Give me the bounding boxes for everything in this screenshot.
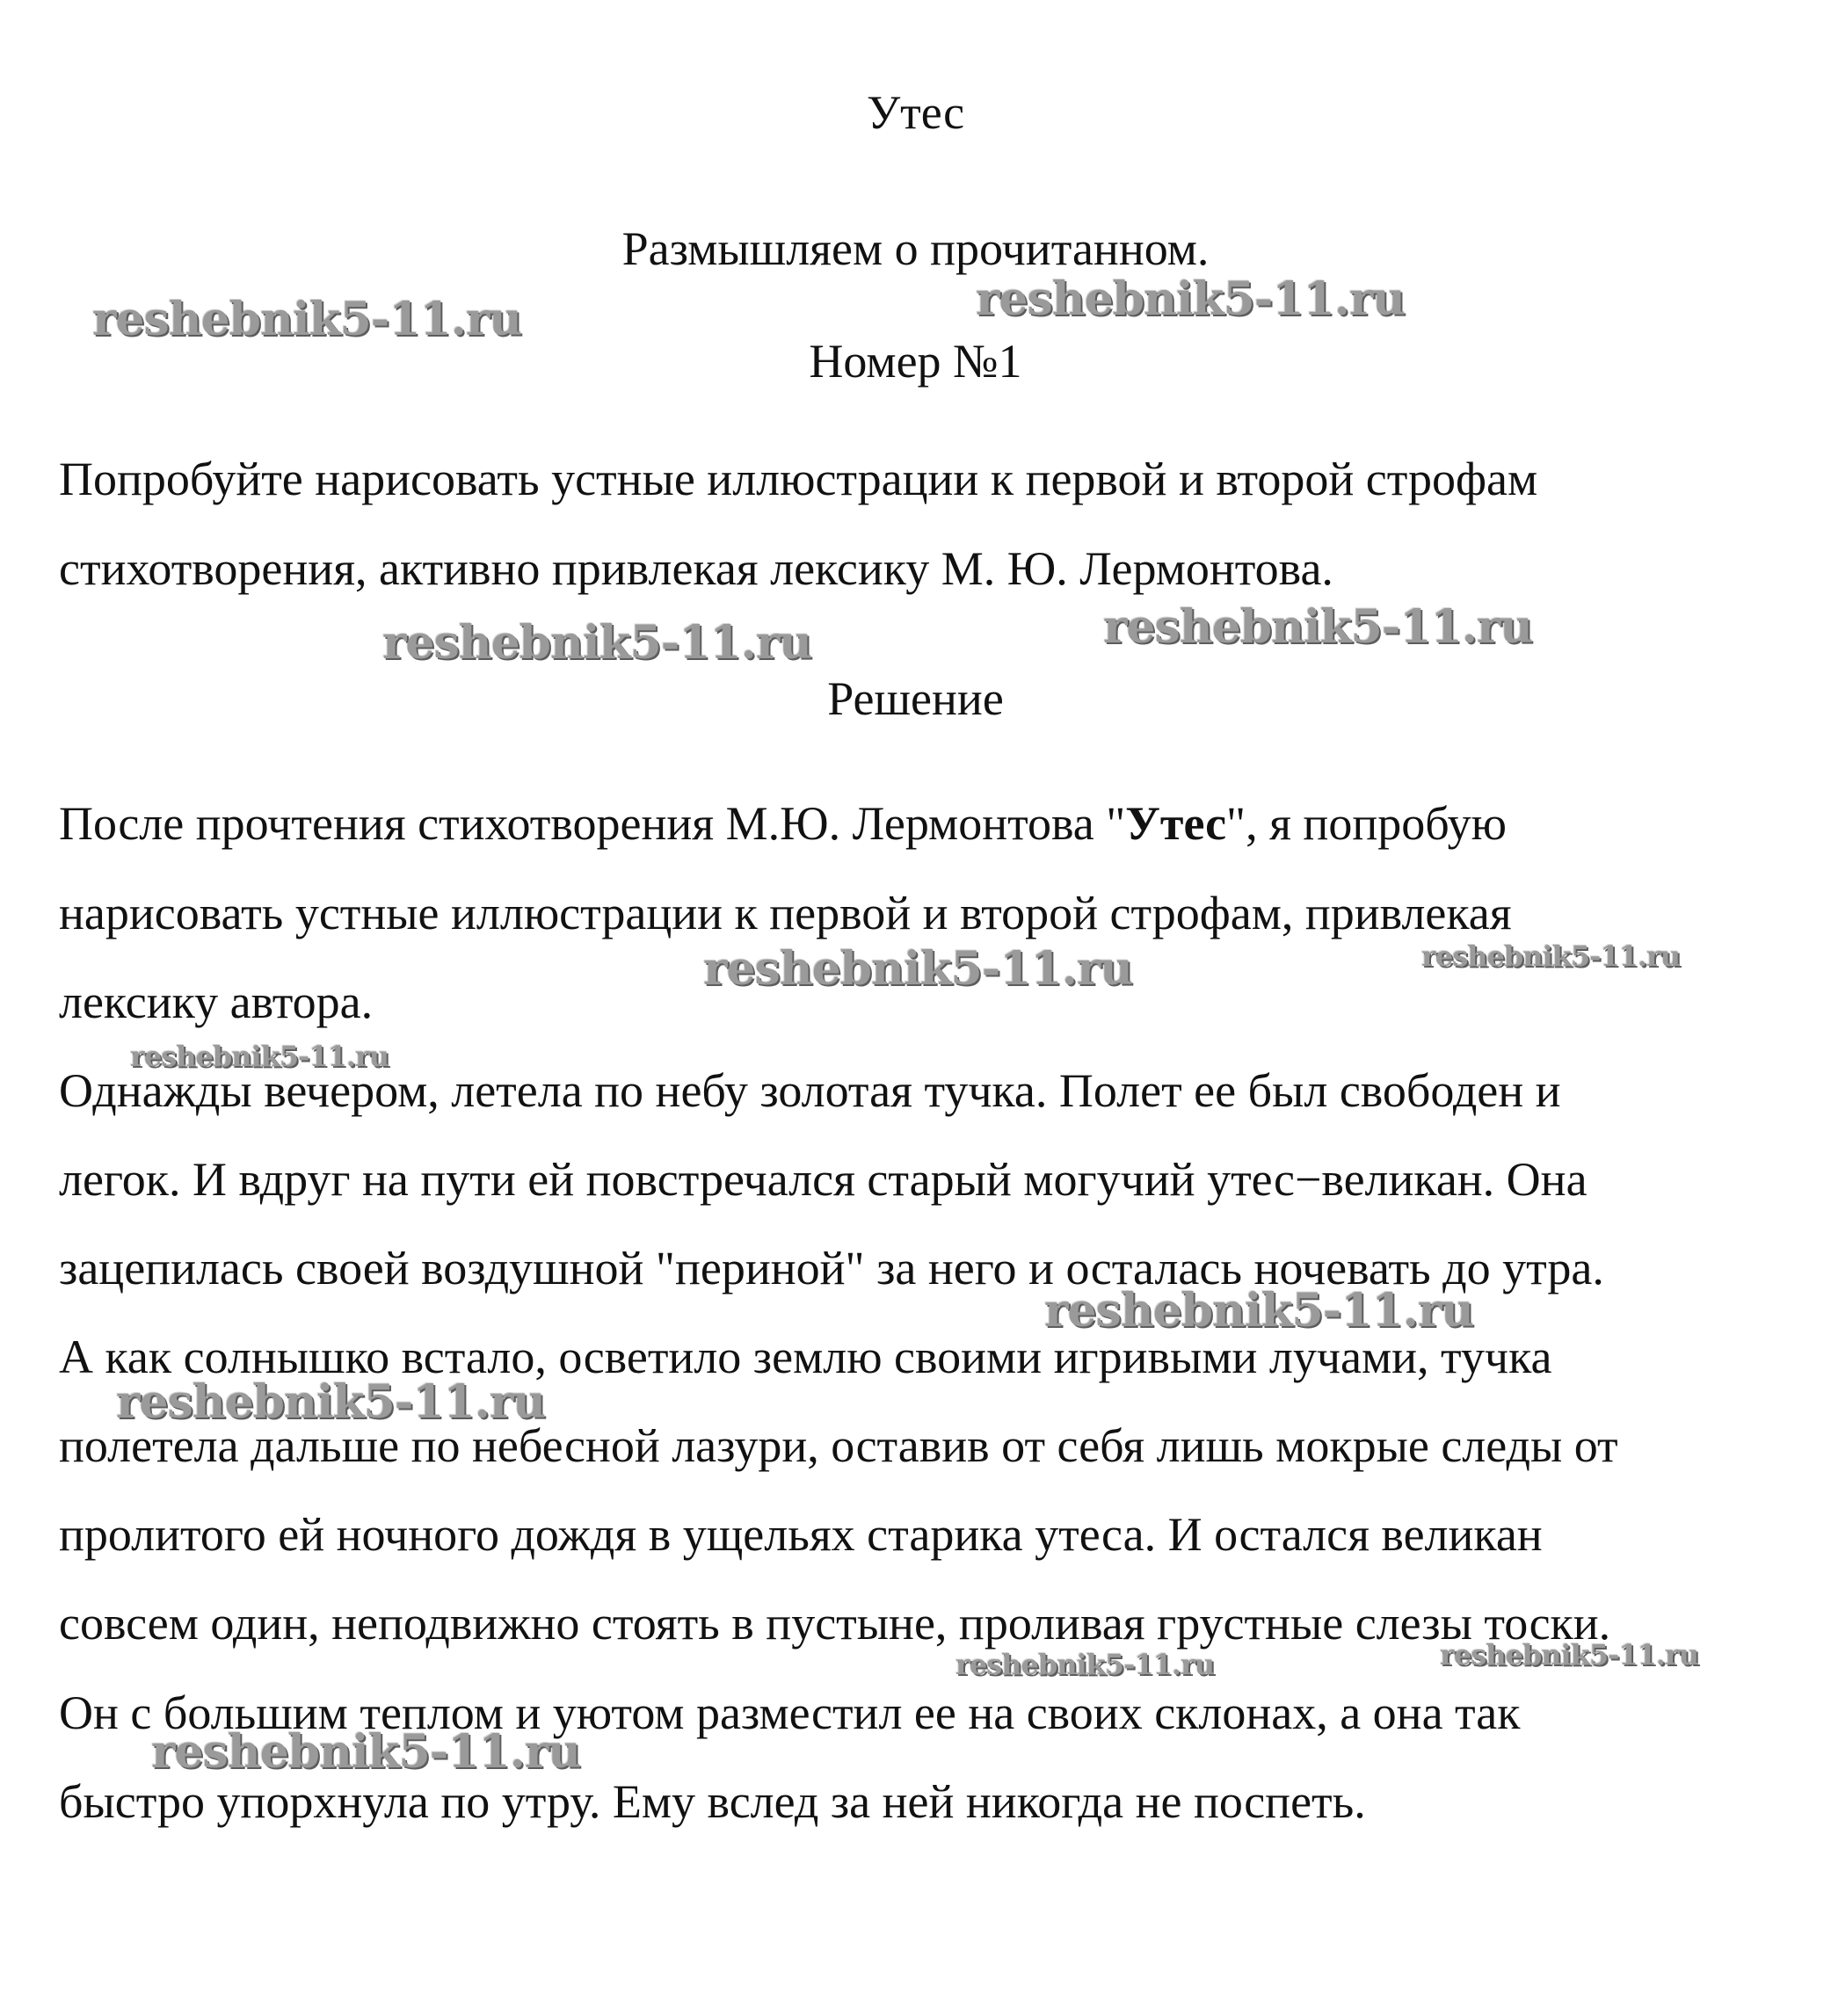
answer-line: После прочтения стихотворения М.Ю. Лермонтова "Утес", я попробую (59, 797, 1507, 850)
answer-line: лексику автора. (59, 975, 374, 1028)
watermark: reshebnik5-11.ru (151, 1725, 581, 1779)
watermark: reshebnik5-11.ru (1103, 600, 1533, 654)
watermark: reshebnik5-11.ru (703, 942, 1133, 996)
poem-title-bold: Утес (1125, 797, 1227, 850)
section-subtitle: Размышляем о прочитанном. (621, 222, 1210, 275)
watermark: reshebnik5-11.ru (1044, 1284, 1474, 1338)
answer-line: А как солнышко встало, осветило землю своими игривыми лучами, тучка (59, 1331, 1552, 1383)
watermark: reshebnik5-11.ru (1421, 939, 1681, 973)
watermark: reshebnik5-11.ru (116, 1375, 546, 1429)
answer-line: зацепилась своей воздушной "периной" за него и осталась ночевать до утра. (59, 1242, 1604, 1294)
answer-line: быстро упорхнула по утру. Ему вслед за ней никогда не поспеть. (59, 1775, 1366, 1828)
watermark: reshebnik5-11.ru (976, 272, 1406, 326)
answer-line: Однажды вечером, летела по небу золотая тучка. Полет ее был свободен и (59, 1064, 1561, 1117)
answer-line: легок. И вдруг на пути ей повстречался старый могучий утес−великан. Она (59, 1153, 1588, 1206)
solution-heading: Решение (827, 672, 1004, 725)
watermark: reshebnik5-11.ru (1440, 1638, 1699, 1672)
question-line: стихотворения, активно привлекая лексику М. Ю. Лермонтова. (59, 542, 1333, 595)
question-line: Попробуйте нарисовать устные иллюстрации к первой и второй строфам (59, 453, 1538, 505)
watermark: reshebnik5-11.ru (382, 616, 812, 670)
answer-line: пролитого ей ночного дождя в ущельях старика утеса. И остался великан (59, 1508, 1543, 1561)
answer-line: совсем один, неподвижно стоять в пустыне, проливая грустные слезы тоски. (59, 1597, 1611, 1650)
watermark: reshebnik5-11.ru (92, 293, 522, 346)
answer-line: Он с большим теплом и уютом разместил ее на своих склонах, а она так (59, 1686, 1521, 1739)
task-number: Номер №1 (809, 335, 1022, 388)
watermark: reshebnik5-11.ru (130, 1040, 389, 1073)
page-title: Утес (866, 86, 965, 139)
watermark: reshebnik5-11.ru (955, 1648, 1215, 1681)
answer-line: нарисовать устные иллюстрации к первой и второй строфам, привлекая (59, 887, 1512, 939)
answer-line: полетела дальше по небесной лазури, оставив от себя лишь мокрые следы от (59, 1419, 1618, 1472)
